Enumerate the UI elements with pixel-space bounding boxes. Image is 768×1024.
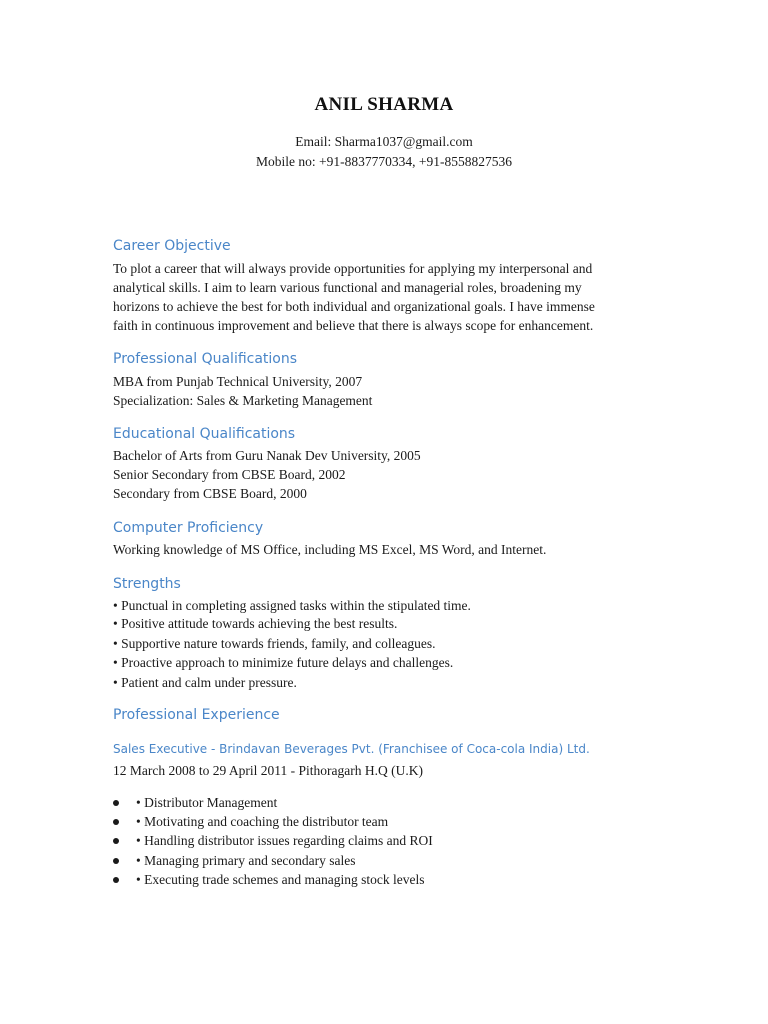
computer-proficiency-line: Working knowledge of MS Office, including MS Excel, MS Word, and Internet. (113, 542, 547, 557)
career-objective-line: horizons to achieve the best for both individual and organizational goals. I have immense (113, 299, 595, 314)
strength-item: • Proactive approach to minimize future delays and challenges. (113, 655, 454, 670)
educational-qualifications-heading: Educational Qualifications (113, 426, 296, 442)
educational-qualification-line: Senior Secondary from CBSE Board, 2002 (113, 467, 346, 482)
professional-qualification-line: Specialization: Sales & Marketing Management (113, 393, 373, 408)
duty-list-item (113, 795, 673, 814)
strength-item: • Supportive nature towards friends, family, and colleagues. (113, 636, 436, 651)
duty-list-item (113, 872, 673, 891)
bullet-icon (113, 819, 119, 825)
duty-text: • Motivating and coaching the distributor team (136, 814, 389, 829)
professional-experience-heading: Professional Experience (113, 707, 280, 723)
duty-list-item (113, 814, 673, 833)
career-objective-heading: Career Objective (113, 238, 231, 254)
career-objective-line: analytical skills. I aim to learn various functional and managerial roles, broadening my (113, 280, 582, 295)
job-role-title: Sales Executive - Brindavan Beverages Pvt. (Franchisee of Coca-cola India) Ltd. (113, 742, 590, 756)
duty-text: • Executing trade schemes and managing stock levels (136, 872, 425, 887)
email-line: Email: Sharma1037@gmail.com (295, 134, 473, 149)
professional-qualification-line: MBA from Punjab Technical University, 2007 (113, 374, 363, 389)
strengths-heading: Strengths (113, 576, 181, 592)
duty-list-item (113, 853, 673, 872)
mobile-line: Mobile no: +91-8837770334, +91-8558827536 (256, 154, 512, 169)
professional-qualifications-heading: Professional Qualifications (113, 351, 298, 367)
strength-item: • Punctual in completing assigned tasks within the stipulated time. (113, 598, 471, 613)
computer-proficiency-heading: Computer Proficiency (113, 520, 264, 536)
job-period: 12 March 2008 to 29 April 2011 - Pithoragarh H.Q (U.K) (113, 763, 423, 778)
strength-item: • Patient and calm under pressure. (113, 675, 297, 690)
bullet-icon (113, 877, 119, 883)
bullet-icon (113, 800, 119, 806)
career-objective-line: faith in continuous improvement and believe that there is always scope for enhancement. (113, 318, 594, 333)
career-objective-line: To plot a career that will always provide opportunities for applying my interpersonal and (113, 261, 593, 276)
duty-text: • Handling distributor issues regarding claims and ROI (136, 833, 433, 848)
duty-text: • Distributor Management (136, 795, 278, 810)
bullet-icon (113, 838, 119, 844)
bullet-icon (113, 858, 119, 864)
strength-item: • Positive attitude towards achieving the best results. (113, 616, 398, 631)
duty-list-item (113, 833, 673, 852)
educational-qualification-line: Bachelor of Arts from Guru Nanak Dev University, 2005 (113, 448, 421, 463)
educational-qualification-line: Secondary from CBSE Board, 2000 (113, 486, 307, 501)
candidate-name: ANIL SHARMA (314, 94, 454, 115)
duty-text: • Managing primary and secondary sales (136, 853, 356, 868)
